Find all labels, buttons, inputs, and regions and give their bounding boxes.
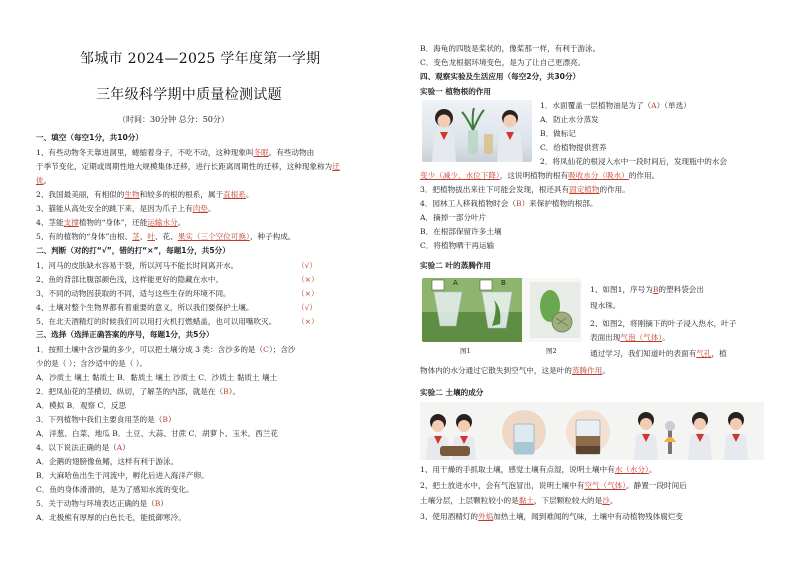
figure-label-b: B — [501, 279, 506, 287]
judge-5: 5、在北天酒精灯的时候我们可以用打火机打燃蜡盖，也可以用嘴吹灭。 — [36, 317, 277, 326]
exp3-q2-text: 2、把土放进水中，会有气泡冒出，说明土壤中有 — [420, 481, 585, 490]
choice-1-line1 — [36, 346, 296, 354]
q1b-text: 于季节变化，定期或周期性地大规模集体迁移，进行长距离周期性的迁移，这种现象称为 — [36, 162, 333, 171]
exp2-q2d-end: 。 — [602, 366, 610, 375]
exp2-q2b-end: 。 — [662, 333, 670, 342]
section-experiment: 四、观察实验及生活应用（每空2分，共30分） — [420, 72, 581, 81]
q3-text: 3、猫能从高处安全的跳下来，是因为爪子上有 — [36, 204, 193, 213]
judge-2: 2、鱼的背部比腹部颜色浅，这样能更好的隐藏在水中。 — [36, 275, 224, 284]
q1-line3 — [36, 177, 51, 185]
exp2-q1-answer: B — [652, 285, 659, 294]
exp3-q2b-end: 。 — [609, 496, 618, 505]
exp3-q2b-mid: ，下层颗粒较大的是 — [533, 496, 603, 505]
q2-answer-1: 生物 — [124, 190, 140, 199]
q5-answer-1: 茎 — [132, 232, 140, 241]
exp2-q2c-end: ，植 — [711, 349, 727, 358]
q4-text: 4、茎能 — [36, 218, 64, 227]
exp3-q1-text: 1、用干燥的手抓取土壤，感觉土壤有点湿，说明土壤中有 — [420, 465, 615, 474]
q5-line — [36, 233, 295, 241]
exp3-q2 — [420, 482, 687, 490]
exp1-q3-end: 的作用。 — [599, 185, 630, 194]
q5-sep2: 、花、 — [154, 232, 178, 241]
choice-2-end: ）。 — [228, 387, 241, 396]
choice-4-option-c: C．鱼的身体滑滑的，是为了感知水流的变化。 — [36, 485, 194, 494]
exp1-q4-option-c: C．将植物晒干再运输 — [420, 241, 495, 250]
choice-5-option-a: A．北极熊有厚厚的白色长毛，能抵御寒冷。 — [36, 513, 186, 522]
choice-1-options: A．沙质土 壤土 黏质土 B．黏质土 壤土 沙质土 C．沙质土 黏质土 壤土 — [36, 373, 278, 382]
exp1-q4 — [420, 200, 598, 208]
choice-4-end: ） — [122, 443, 130, 452]
exp3-q1-end: 。 — [648, 465, 657, 474]
exp1-q1-option-c: C．给植物提供营养 — [540, 143, 607, 152]
exp2-q2b-text: 表面出现 — [590, 333, 621, 342]
q1c-end: 。 — [43, 176, 52, 185]
judge-4-answer: （√） — [297, 303, 318, 312]
q1-answer: 冬眠 — [253, 148, 269, 157]
exp3-q2-end: 。静置一段时间后 — [626, 481, 687, 490]
exp2-q2c-text: 通过学习，我们知道叶的表面有 — [590, 349, 697, 358]
exp2-q2-line3 — [590, 350, 727, 358]
choice-3-options: A．洋葱、白菜、地瓜 B．土豆、大蒜、甘蔗 C．胡萝卜、玉米、西兰花 — [36, 429, 278, 438]
exam-title-line2: 三年级科学期中质量检测试题 — [96, 87, 282, 103]
choice-4-answer: A — [116, 443, 123, 452]
q2-end: 。 — [245, 190, 254, 199]
choice-5-option-c: C．变色龙根据环境变色，是为了让自己更漂亮。 — [420, 58, 586, 67]
q3-end: 。 — [207, 204, 216, 213]
exp2-q2-line4 — [420, 367, 610, 375]
q3-answer: 肉垫 — [192, 204, 208, 213]
q2-mid: 和较多的根的根系，属于 — [139, 190, 224, 199]
photo-plant-root-experiment — [422, 100, 532, 162]
choice-5-answer: B — [154, 499, 161, 508]
judge-1: 1、河马的皮肤缺水容易干裂，所以河马不能长时间离开水。 — [36, 261, 239, 270]
choice-2-options: A．模拟 B．观察 C．反思 — [36, 401, 127, 410]
exp1-q3-text: 3．把植物拔出来往下可能会发现，根还具有 — [420, 185, 570, 194]
exp3-q3-answer: 外焰 — [478, 512, 494, 521]
q1-line1 — [36, 149, 314, 157]
judge-4: 4、土壤对整个生物界都有着重要的意义，所以我们要保护土壤。 — [36, 303, 254, 312]
exp1-q1-answer: A — [651, 101, 657, 110]
q5-text: 5、有的植物的“身体”由根、 — [36, 232, 133, 241]
exp2-q2c-answer: 气孔 — [696, 349, 712, 358]
q4-answer-2: 运输水分 — [147, 218, 178, 227]
exp3-q2-line2 — [420, 497, 617, 505]
exp1-q1-text: 1．水面覆盖一层植物油是为了（ — [540, 101, 652, 110]
exp2-q1-end: 的塑料袋会出 — [658, 285, 704, 294]
q1-text: 1、有些动物冬天靠进洞里，蜷缩着身子，不吃不动，这种现象叫 — [36, 148, 254, 157]
judge-3-answer: （×） — [297, 289, 319, 298]
experiment-3-title: 实验二 土壤的成分 — [420, 388, 484, 397]
photo-soil-experiment — [420, 402, 764, 460]
q5-sep1: 、 — [139, 232, 148, 241]
choice-5-end: ） — [160, 499, 168, 508]
choice-4 — [36, 444, 130, 452]
choice-2-text: 2．把凤仙花的茎横切、纵切，了解茎的内部，就是在（ — [36, 387, 224, 396]
exp3-q1 — [420, 466, 656, 474]
q4-end: 。 — [177, 218, 186, 227]
q5-answer-2: 叶 — [147, 232, 155, 241]
q5-end: 、种子构成。 — [249, 232, 296, 241]
choice-4-text: 4．以下说法正确的是（ — [36, 443, 117, 452]
judge-5-answer: （×） — [297, 317, 319, 326]
choice-1-text: 1．按照土壤中含沙量的多少，可以把土壤分成 3 类：含沙多的是（ — [36, 345, 264, 354]
choice-5-text: 5．关于动物与环境表达正确的是（ — [36, 499, 155, 508]
exp1-q1-option-a: A．防止水分蒸发 — [540, 115, 599, 124]
exp2-q2-answer: 气泡（气体） — [620, 333, 663, 342]
exp3-q3-end: 加热土壤，闻到难闻的气味，土壤中有动植物残体腐烂变 — [493, 512, 684, 521]
section-judge: 二、判断（对的打“√”，错的打“×”，每题1分，共5分） — [36, 246, 230, 255]
choice-2 — [36, 388, 240, 396]
choice-1-line2: 少的是（ ）；含沙适中的是（ ）。 — [36, 359, 148, 368]
exp1-q2-mid: ，这说明植物的根有 — [499, 171, 569, 180]
choice-3 — [36, 416, 176, 424]
figure-label-a: A — [453, 279, 458, 287]
exp1-q1 — [540, 102, 691, 110]
exp3-q2-answer: 空气（气体） — [584, 481, 627, 490]
section-fill-blank: 一、填空（每空1分，共10分） — [36, 133, 143, 142]
q1-text-end: 。有些动物由 — [268, 148, 315, 157]
section-choice: 三、选择（选择正确答案的序号，每题1分，共5分） — [36, 330, 214, 339]
exp1-q1-end: ）（单选） — [656, 101, 691, 110]
exp2-q1-text: 1、如图1，序号为 — [590, 285, 653, 294]
exp1-q2-end: 的作用。 — [628, 171, 660, 180]
judge-2-answer: （×） — [297, 275, 319, 284]
exp2-q1 — [590, 286, 704, 294]
q1b-answer: 迁 — [332, 162, 340, 171]
choice-3-end: ） — [167, 415, 176, 424]
exp1-q1-option-b: B．做标记 — [540, 129, 576, 138]
exp2-q1-line2: 现水珠。 — [590, 301, 621, 310]
exp1-q4-option-a: A．摘掉一部分叶片 — [420, 213, 487, 222]
figure-leaf-transpiration — [422, 278, 582, 342]
exp1-q3 — [420, 186, 630, 194]
exp3-q1-answer: 水（水分） — [614, 465, 649, 474]
exp1-q4-end: ）来保护植物的根部。 — [521, 199, 598, 208]
exp1-q2: 2．将凤仙花的根浸入水中一段时间后，发现瓶中的水会 — [540, 157, 728, 166]
exp1-q3-answer: 固定植物 — [569, 185, 600, 194]
exp2-q2-line2 — [590, 334, 670, 342]
exp3-q2b-text: 土壤分层，上层颗粒较小的是 — [420, 496, 519, 505]
exp3-q2b-answer-2: 沙 — [602, 496, 610, 505]
exp3-q3-text: 3、使用酒精灯的 — [420, 512, 478, 521]
judge-1-answer: （√） — [297, 261, 318, 270]
choice-5-option-b: B．海龟的四肢是桨状的，像桨那一样，有利于游泳。 — [420, 44, 601, 53]
choice-4-option-b: B．大麻哈鱼出生于河流中，孵化后进入海洋产卵。 — [36, 471, 209, 480]
choice-4-option-a: A．企鹅的翅膀像鱼鳍，这样有利于游泳。 — [36, 457, 179, 466]
q1c-answer: 徙 — [36, 176, 44, 185]
choice-3-text: 3．下列植物中我们主要食用茎的是（ — [36, 415, 163, 424]
exp2-q2d-text: 物体内的水分通过它散失到空气中，这是叶的 — [420, 366, 572, 375]
exp1-q4-option-b: B．在根部保留许多土壤 — [420, 227, 502, 236]
q2-line — [36, 191, 253, 199]
exp2-q2: 2、如图2，将刚摘下的叶子浸入热水，叶子 — [590, 319, 737, 328]
q4-line — [36, 219, 185, 227]
soil-experiment-illustration — [420, 402, 764, 460]
exp3-q3 — [420, 513, 683, 521]
choice-1-answer: C — [263, 345, 269, 354]
experiment-2-title: 实验二 叶的蒸腾作用 — [420, 261, 491, 270]
exp1-q2-answer-2: 吸收水分（吸水） — [568, 171, 629, 180]
exp3-q2b-answer-1: 黏土 — [518, 496, 534, 505]
q5-answer-3: 果实（三个空位可换） — [177, 232, 250, 241]
q4-mid: 植物的“身体”，还能 — [78, 218, 148, 227]
exp1-q2-answer-1: 变少（减少、水位下降） — [420, 171, 500, 180]
figure-2-caption: 图2 — [546, 347, 557, 355]
exp1-q4-answer: B — [515, 199, 522, 208]
exp2-q2d-answer: 蒸腾作用 — [571, 366, 603, 375]
choice-5 — [36, 500, 168, 508]
choice-3-answer: B — [162, 415, 168, 424]
q2-answer-2: 直根系 — [223, 190, 246, 199]
choice-1-mid: ）；含沙 — [268, 345, 296, 354]
q1-line2 — [36, 163, 340, 171]
children-illustration — [422, 100, 532, 162]
q2-text: 2、我国最美丽，有相似的 — [36, 190, 125, 199]
judge-3: 3、不同的动物因获取的不同，适与这些生存的环境不同。 — [36, 289, 231, 298]
figure-1-caption: 图1 — [460, 347, 471, 355]
q3-line — [36, 205, 216, 213]
exam-meta: （时间：30分钟 总分：50分） — [118, 115, 229, 124]
choice-2-answer: B — [223, 387, 229, 396]
exam-title-line1: 邹城市 2024—2025 学年度第一学期 — [80, 51, 321, 67]
leaf-bag-illustration — [422, 278, 582, 342]
exp1-q4-text: 4．园林工人移栽植物时会（ — [420, 199, 516, 208]
q4-answer-1: 支撑 — [63, 218, 79, 227]
exp1-q2-line2 — [420, 172, 659, 180]
experiment-1-title: 实验一 植物根的作用 — [420, 87, 491, 96]
